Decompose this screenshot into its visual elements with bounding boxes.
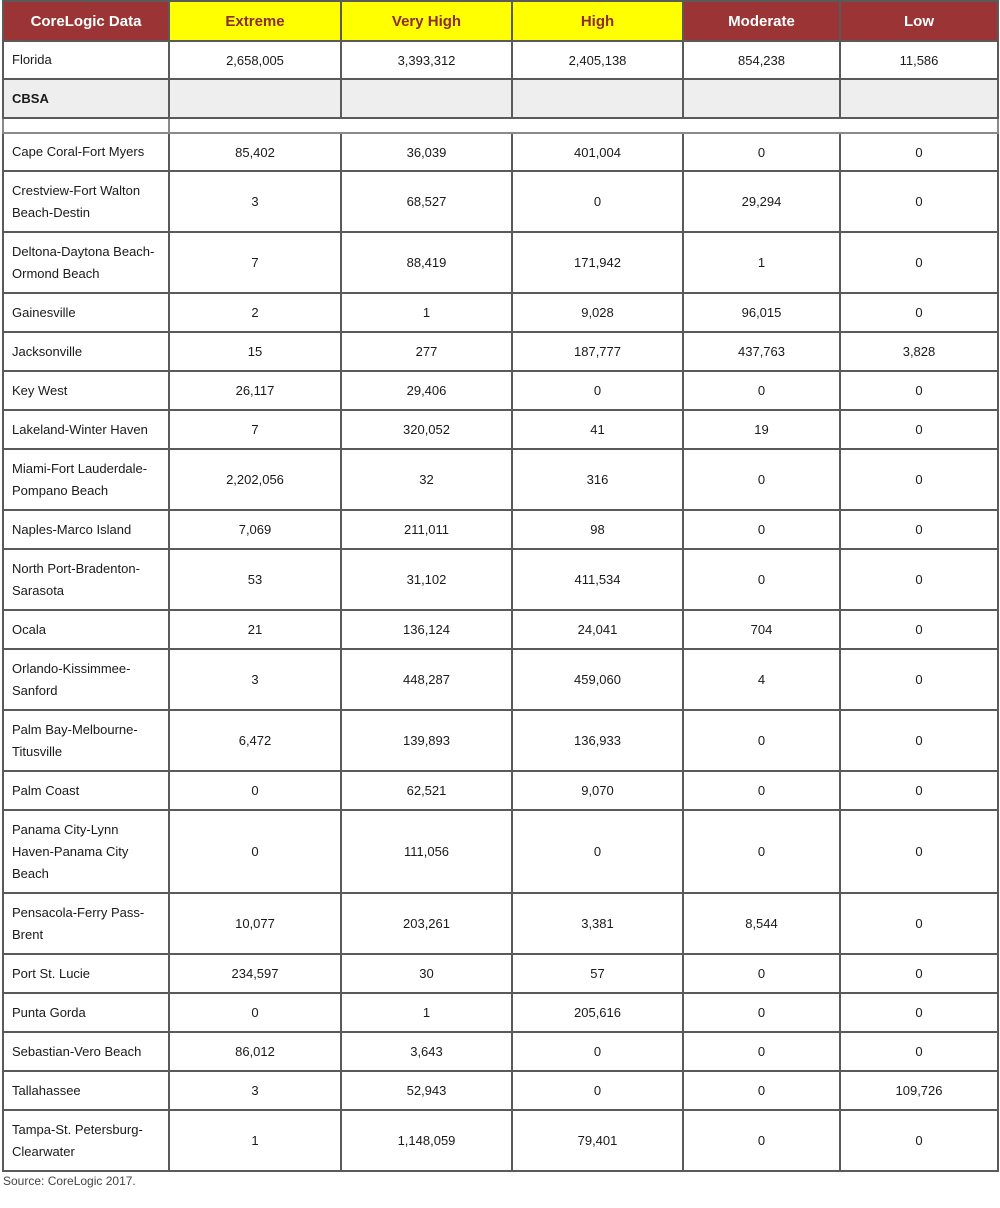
spacer-cell	[683, 118, 840, 133]
cbsa-name: Naples-Marco Island	[3, 510, 169, 549]
cell-very-high: 31,102	[341, 549, 512, 610]
table-row	[3, 954, 998, 993]
table-row	[3, 1032, 998, 1071]
cell-very-high: 3,643	[341, 1032, 512, 1071]
cell-very-high: 203,261	[341, 893, 512, 954]
table-row	[3, 549, 998, 610]
cell-moderate: 0	[683, 993, 840, 1032]
cell-very-high: 62,521	[341, 771, 512, 810]
cell-low: 0	[840, 710, 998, 771]
cell-low: 109,726	[840, 1071, 998, 1110]
cell-high: 187,777	[512, 332, 683, 371]
state-low: 11,586	[840, 41, 998, 79]
cell-moderate: 0	[683, 771, 840, 810]
cbsa-name: Jacksonville	[3, 332, 169, 371]
cell-extreme: 86,012	[169, 1032, 341, 1071]
cell-high: 9,028	[512, 293, 683, 332]
cell-high: 171,942	[512, 232, 683, 293]
header-low: Low	[840, 1, 998, 41]
cell-extreme: 0	[169, 771, 341, 810]
cell-moderate: 96,015	[683, 293, 840, 332]
cell-moderate: 0	[683, 510, 840, 549]
header-very-high: Very High	[341, 1, 512, 41]
cell-moderate: 19	[683, 410, 840, 449]
cbsa-name: Punta Gorda	[3, 993, 169, 1032]
cell-low: 0	[840, 954, 998, 993]
cbsa-name: Key West	[3, 371, 169, 410]
cell-low: 0	[840, 1110, 998, 1171]
risk-table	[2, 0, 999, 1172]
cell-high: 411,534	[512, 549, 683, 610]
state-high: 2,405,138	[512, 41, 683, 79]
cell-extreme: 10,077	[169, 893, 341, 954]
cell-extreme: 3	[169, 649, 341, 710]
cell-low: 0	[840, 1032, 998, 1071]
header-corelogic-data: CoreLogic Data	[3, 1, 169, 41]
cell-high: 316	[512, 449, 683, 510]
cell-low: 0	[840, 293, 998, 332]
cell-moderate: 0	[683, 1110, 840, 1171]
spacer-cell	[3, 118, 169, 133]
section-row	[3, 79, 998, 118]
cell-high: 0	[512, 1032, 683, 1071]
cbsa-name: Port St. Lucie	[3, 954, 169, 993]
table-row	[3, 293, 998, 332]
table-row	[3, 371, 998, 410]
cell-high: 0	[512, 371, 683, 410]
cell-high: 3,381	[512, 893, 683, 954]
cell-moderate: 1	[683, 232, 840, 293]
cell-extreme: 53	[169, 549, 341, 610]
cell-low: 0	[840, 410, 998, 449]
cell-very-high: 1	[341, 993, 512, 1032]
cell-extreme: 26,117	[169, 371, 341, 410]
section-cell	[512, 79, 683, 118]
cell-moderate: 0	[683, 449, 840, 510]
state-moderate: 854,238	[683, 41, 840, 79]
cell-moderate: 704	[683, 610, 840, 649]
cell-extreme: 1	[169, 1110, 341, 1171]
cell-high: 0	[512, 171, 683, 232]
spacer-cell	[341, 118, 512, 133]
table-row	[3, 649, 998, 710]
cell-high: 0	[512, 1071, 683, 1110]
cell-extreme: 3	[169, 1071, 341, 1110]
cbsa-name: Gainesville	[3, 293, 169, 332]
cell-very-high: 36,039	[341, 133, 512, 171]
cell-extreme: 7	[169, 410, 341, 449]
cell-low: 0	[840, 993, 998, 1032]
table-row	[3, 510, 998, 549]
cell-very-high: 88,419	[341, 232, 512, 293]
table-row	[3, 232, 998, 293]
state-row	[3, 41, 998, 79]
cell-very-high: 68,527	[341, 171, 512, 232]
table-row	[3, 610, 998, 649]
cell-low: 0	[840, 133, 998, 171]
cell-very-high: 52,943	[341, 1071, 512, 1110]
spacer-row	[3, 118, 998, 133]
cbsa-name: Sebastian-Vero Beach	[3, 1032, 169, 1071]
source-note: Source: CoreLogic 2017.	[3, 1174, 136, 1188]
cell-low: 0	[840, 232, 998, 293]
header-extreme: Extreme	[169, 1, 341, 41]
cell-very-high: 29,406	[341, 371, 512, 410]
cell-high: 9,070	[512, 771, 683, 810]
cell-extreme: 15	[169, 332, 341, 371]
cell-low: 0	[840, 610, 998, 649]
cell-high: 98	[512, 510, 683, 549]
table-row	[3, 449, 998, 510]
section-cell	[840, 79, 998, 118]
section-cell	[683, 79, 840, 118]
table-row	[3, 171, 998, 232]
table-row	[3, 771, 998, 810]
table-row	[3, 993, 998, 1032]
cell-moderate: 0	[683, 1032, 840, 1071]
section-cell	[341, 79, 512, 118]
cell-low: 0	[840, 893, 998, 954]
state-extreme: 2,658,005	[169, 41, 341, 79]
cell-low: 0	[840, 510, 998, 549]
table-row	[3, 133, 998, 171]
cell-low: 3,828	[840, 332, 998, 371]
state-very-high: 3,393,312	[341, 41, 512, 79]
table-row	[3, 893, 998, 954]
cell-very-high: 1	[341, 293, 512, 332]
cell-high: 459,060	[512, 649, 683, 710]
cell-very-high: 30	[341, 954, 512, 993]
cbsa-name: Cape Coral-Fort Myers	[3, 133, 169, 171]
cbsa-name: Palm Coast	[3, 771, 169, 810]
cell-moderate: 0	[683, 1071, 840, 1110]
cell-moderate: 8,544	[683, 893, 840, 954]
cell-moderate: 0	[683, 549, 840, 610]
cbsa-name: Lakeland-Winter Haven	[3, 410, 169, 449]
cbsa-name: Deltona-Daytona Beach-Ormond Beach	[3, 232, 169, 293]
cell-high: 401,004	[512, 133, 683, 171]
cbsa-name: Crestview-Fort Walton Beach-Destin	[3, 171, 169, 232]
header-high: High	[512, 1, 683, 41]
cell-extreme: 3	[169, 171, 341, 232]
cell-high: 136,933	[512, 710, 683, 771]
cell-moderate: 0	[683, 710, 840, 771]
table-row	[3, 1110, 998, 1171]
cbsa-name: Orlando-Kissimmee-Sanford	[3, 649, 169, 710]
cell-extreme: 7,069	[169, 510, 341, 549]
section-cell	[169, 79, 341, 118]
cell-high: 205,616	[512, 993, 683, 1032]
cell-very-high: 139,893	[341, 710, 512, 771]
cell-moderate: 4	[683, 649, 840, 710]
section-label: CBSA	[3, 79, 169, 118]
cell-moderate: 29,294	[683, 171, 840, 232]
cell-low: 0	[840, 549, 998, 610]
cell-very-high: 448,287	[341, 649, 512, 710]
spacer-cell	[512, 118, 683, 133]
cell-very-high: 111,056	[341, 810, 512, 893]
cbsa-name: North Port-Bradenton-Sarasota	[3, 549, 169, 610]
cell-extreme: 0	[169, 993, 341, 1032]
cell-very-high: 320,052	[341, 410, 512, 449]
table-row	[3, 332, 998, 371]
cell-high: 41	[512, 410, 683, 449]
cbsa-name: Palm Bay-Melbourne-Titusville	[3, 710, 169, 771]
cbsa-name: Ocala	[3, 610, 169, 649]
cell-moderate: 437,763	[683, 332, 840, 371]
header-row	[3, 1, 998, 41]
cell-moderate: 0	[683, 810, 840, 893]
cell-moderate: 0	[683, 133, 840, 171]
cell-high: 57	[512, 954, 683, 993]
cell-extreme: 2,202,056	[169, 449, 341, 510]
cell-high: 79,401	[512, 1110, 683, 1171]
cell-very-high: 136,124	[341, 610, 512, 649]
cell-low: 0	[840, 371, 998, 410]
header-moderate: Moderate	[683, 1, 840, 41]
table-row	[3, 410, 998, 449]
cell-extreme: 7	[169, 232, 341, 293]
cell-very-high: 32	[341, 449, 512, 510]
cell-extreme: 6,472	[169, 710, 341, 771]
cell-low: 0	[840, 810, 998, 893]
cbsa-name: Panama City-Lynn Haven-Panama City Beach	[3, 810, 169, 893]
cell-high: 24,041	[512, 610, 683, 649]
cell-extreme: 85,402	[169, 133, 341, 171]
cell-moderate: 0	[683, 954, 840, 993]
cbsa-name: Miami-Fort Lauderdale-Pompano Beach	[3, 449, 169, 510]
cell-low: 0	[840, 649, 998, 710]
cbsa-name: Tallahassee	[3, 1071, 169, 1110]
cell-low: 0	[840, 771, 998, 810]
table-row	[3, 810, 998, 893]
cell-low: 0	[840, 449, 998, 510]
cell-extreme: 234,597	[169, 954, 341, 993]
cell-moderate: 0	[683, 371, 840, 410]
spacer-cell	[840, 118, 998, 133]
cbsa-name: Tampa-St. Petersburg-Clearwater	[3, 1110, 169, 1171]
cell-very-high: 277	[341, 332, 512, 371]
state-name: Florida	[3, 41, 169, 79]
cell-low: 0	[840, 171, 998, 232]
cell-very-high: 211,011	[341, 510, 512, 549]
table-row	[3, 1071, 998, 1110]
table-row	[3, 710, 998, 771]
cell-extreme: 2	[169, 293, 341, 332]
spacer-cell	[169, 118, 341, 133]
cell-very-high: 1,148,059	[341, 1110, 512, 1171]
cell-extreme: 21	[169, 610, 341, 649]
cell-high: 0	[512, 810, 683, 893]
cell-extreme: 0	[169, 810, 341, 893]
cbsa-name: Pensacola-Ferry Pass-Brent	[3, 893, 169, 954]
